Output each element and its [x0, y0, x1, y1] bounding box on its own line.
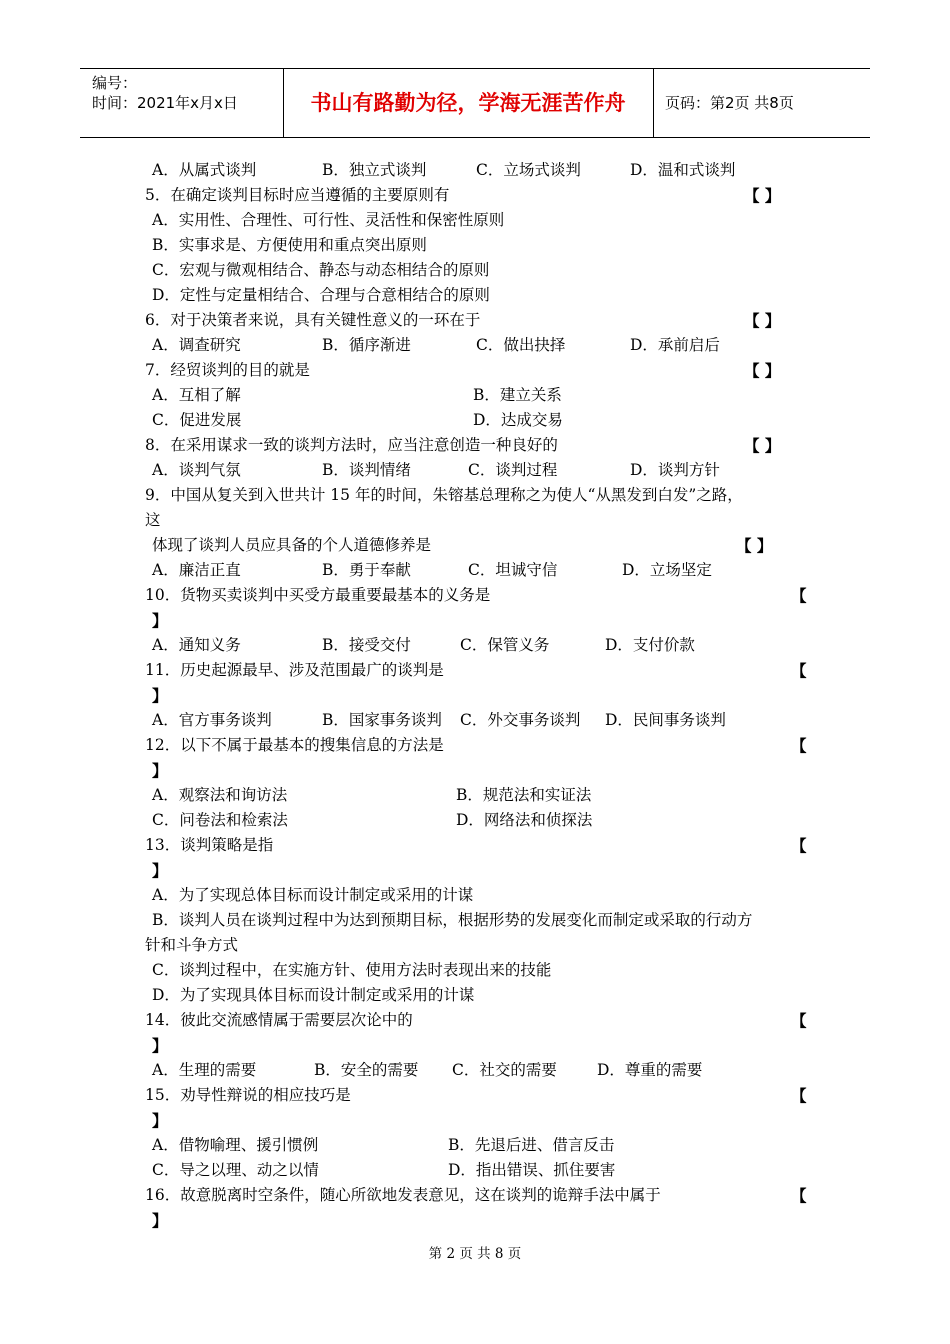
answer-option: A．从属式谈判	[152, 161, 257, 179]
text-line	[0, 1158, 950, 1183]
text-line	[0, 983, 950, 1008]
answer-option: B．实事求是、方便使用和重点突出原则	[152, 236, 427, 254]
answer-bracket: 】	[152, 1211, 168, 1230]
question-text: 12．以下不属于最基本的搜集信息的方法是	[145, 736, 444, 754]
answer-option: D．民间事务谈判	[605, 711, 726, 729]
answer-option: C．导之以理、动之以情	[152, 1161, 319, 1179]
text-line	[0, 783, 950, 808]
header-divider-right	[653, 69, 654, 137]
answer-bracket: 【	[791, 1011, 807, 1030]
answer-bracket: 】	[152, 761, 168, 780]
document-time-label: 时间：2021年x月x日	[92, 94, 238, 112]
answer-option: D．为了实现具体目标而设计制定或采用的计谋	[152, 986, 475, 1004]
text-line	[0, 233, 950, 258]
answer-option: A．廉洁正直	[152, 561, 241, 579]
question-text: 11．历史起源最早、涉及范围最广的谈判是	[145, 661, 444, 679]
answer-option: C．保管义务	[460, 636, 550, 654]
answer-bracket: 【 】	[744, 311, 781, 330]
answer-option: D．网络法和侦探法	[456, 811, 593, 829]
answer-option: D．尊重的需要	[597, 1061, 703, 1079]
text-line	[0, 933, 950, 958]
answer-option: D．指出错误、抓住要害	[448, 1161, 616, 1179]
answer-option: B．谈判人员在谈判过程中为达到预期目标，根据形势的发展变化而制定或采取的行动方	[152, 911, 753, 929]
header-motto: 书山有路勤为径，学海无涯苦作舟	[310, 91, 626, 115]
answer-bracket: 【 】	[744, 436, 781, 455]
question-text: 16．故意脱离时空条件，随心所欲地发表意见，这在谈判的诡辩手法中属于	[145, 1186, 661, 1204]
text-line	[0, 633, 950, 658]
question-text: 8．在采用谋求一致的谈判方法时，应当注意创造一种良好的	[145, 436, 558, 454]
text-line	[0, 1008, 950, 1033]
header-meta	[92, 73, 238, 113]
question-text: 14．彼此交流感情属于需要层次论中的	[145, 1011, 413, 1029]
text-line	[0, 558, 950, 583]
answer-option: B．循序渐进	[322, 336, 411, 354]
answer-option: C．谈判过程中，在实施方针、使用方法时表现出来的技能	[152, 961, 552, 979]
text-line	[0, 1083, 950, 1108]
answer-option: 这	[145, 511, 161, 529]
text-line	[0, 333, 950, 358]
answer-bracket: 【	[791, 836, 807, 855]
text-line	[0, 583, 950, 608]
text-line	[0, 1108, 950, 1133]
answer-option: C．促进发展	[152, 411, 242, 429]
text-line	[0, 858, 950, 883]
question-text: 10．货物买卖谈判中买受方最重要最基本的义务是	[145, 586, 491, 604]
text-line	[0, 833, 950, 858]
answer-bracket: 【 】	[736, 536, 773, 555]
answer-option: D．定性与定量相结合、合理与合意相结合的原则	[152, 286, 490, 304]
text-line	[0, 608, 950, 633]
answer-bracket: 【	[791, 1186, 807, 1205]
answer-option: A．观察法和询访法	[152, 786, 288, 804]
text-line	[0, 483, 950, 508]
answer-option: 体现了谈判人员应具备的个人道德修养是	[152, 536, 432, 554]
answer-option: D．谈判方针	[630, 461, 720, 479]
answer-option: A．为了实现总体目标而设计制定或采用的计谋	[152, 886, 474, 904]
answer-bracket: 】	[152, 861, 168, 880]
answer-option: B．安全的需要	[314, 1061, 419, 1079]
answer-option: C．做出抉择	[476, 336, 566, 354]
answer-option: A．谈判气氛	[152, 461, 241, 479]
text-line	[0, 533, 950, 558]
text-line	[0, 733, 950, 758]
text-line	[0, 1183, 950, 1208]
answer-option: B．建立关系	[473, 386, 562, 404]
text-line	[0, 183, 950, 208]
answer-option: 针和斗争方式	[145, 936, 239, 954]
answer-option: B．国家事务谈判	[322, 711, 442, 729]
question-text: 5．在确定谈判目标时应当遵循的主要原则有	[145, 186, 450, 204]
answer-bracket: 】	[152, 1036, 168, 1055]
page-footer: 第 2 页 共 8 页	[428, 1246, 522, 1262]
text-line	[0, 908, 950, 933]
text-line	[0, 683, 950, 708]
text-line	[0, 658, 950, 683]
answer-bracket: 【	[791, 736, 807, 755]
text-line	[0, 258, 950, 283]
question-text: 6．对于决策者来说，具有关键性意义的一环在于	[145, 311, 481, 329]
answer-bracket: 】	[152, 686, 168, 705]
answer-option: A．生理的需要	[152, 1061, 257, 1079]
text-line	[0, 508, 950, 533]
text-line	[0, 758, 950, 783]
answer-option: D．立场坚定	[622, 561, 712, 579]
text-line	[0, 808, 950, 833]
text-line	[0, 308, 950, 333]
text-line	[0, 433, 950, 458]
answer-option: B．先退后进、借言反击	[448, 1136, 615, 1154]
answer-option: A．调查研究	[152, 336, 241, 354]
text-line	[0, 1033, 950, 1058]
question-text: 13．谈判策略是指	[145, 836, 274, 854]
answer-bracket: 【	[791, 661, 807, 680]
page-header	[80, 68, 870, 138]
answer-option: C．社交的需要	[452, 1061, 557, 1079]
document-number-label: 编号：	[92, 74, 138, 92]
text-line	[0, 883, 950, 908]
answer-option: A．官方事务谈判	[152, 711, 272, 729]
answer-option: A．通知义务	[152, 636, 241, 654]
answer-option: C．谈判过程	[468, 461, 558, 479]
header-page-info: 页码：第2页 共8页	[665, 94, 794, 112]
text-line	[0, 708, 950, 733]
text-line	[0, 383, 950, 408]
text-line	[0, 1208, 950, 1233]
text-line	[0, 1133, 950, 1158]
question-text: 15．劝导性辩说的相应技巧是	[145, 1086, 351, 1104]
text-line	[0, 358, 950, 383]
answer-bracket: 【 】	[744, 186, 781, 205]
answer-option: D．支付价款	[605, 636, 695, 654]
answer-bracket: 】	[152, 1111, 168, 1130]
text-line	[0, 408, 950, 433]
answer-option: C．立场式谈判	[476, 161, 581, 179]
answer-option: D．温和式谈判	[630, 161, 736, 179]
answer-option: C．宏观与微观相结合、静态与动态相结合的原则	[152, 261, 490, 279]
answer-option: A．实用性、合理性、可行性、灵活性和保密性原则	[152, 211, 505, 229]
question-text: 7．经贸谈判的目的就是	[145, 361, 310, 379]
answer-bracket: 【	[791, 1086, 807, 1105]
text-line	[0, 1058, 950, 1083]
answer-option: C．问卷法和检索法	[152, 811, 288, 829]
text-line	[0, 283, 950, 308]
answer-option: D．承前启后	[630, 336, 720, 354]
text-line	[0, 458, 950, 483]
answer-option: C．坦诚守信	[468, 561, 558, 579]
answer-option: B．接受交付	[322, 636, 411, 654]
question-text: 9．中国从复关到入世共计 15 年的时间，朱镕基总理称之为使人“从黑发到白发”之路，	[145, 486, 743, 504]
answer-bracket: 【 】	[744, 361, 781, 380]
answer-option: B．独立式谈判	[322, 161, 427, 179]
text-line	[0, 958, 950, 983]
answer-option: B．谈判情绪	[322, 461, 411, 479]
answer-option: D．达成交易	[473, 411, 563, 429]
answer-option: A．互相了解	[152, 386, 241, 404]
answer-option: B．勇于奉献	[322, 561, 411, 579]
text-line	[0, 208, 950, 233]
answer-bracket: 【	[791, 586, 807, 605]
answer-option: C．外交事务谈判	[460, 711, 581, 729]
answer-bracket: 】	[152, 611, 168, 630]
answer-option: B．规范法和实证法	[456, 786, 592, 804]
answer-option: A．借物喻理、援引惯例	[152, 1136, 319, 1154]
text-line	[0, 158, 950, 183]
